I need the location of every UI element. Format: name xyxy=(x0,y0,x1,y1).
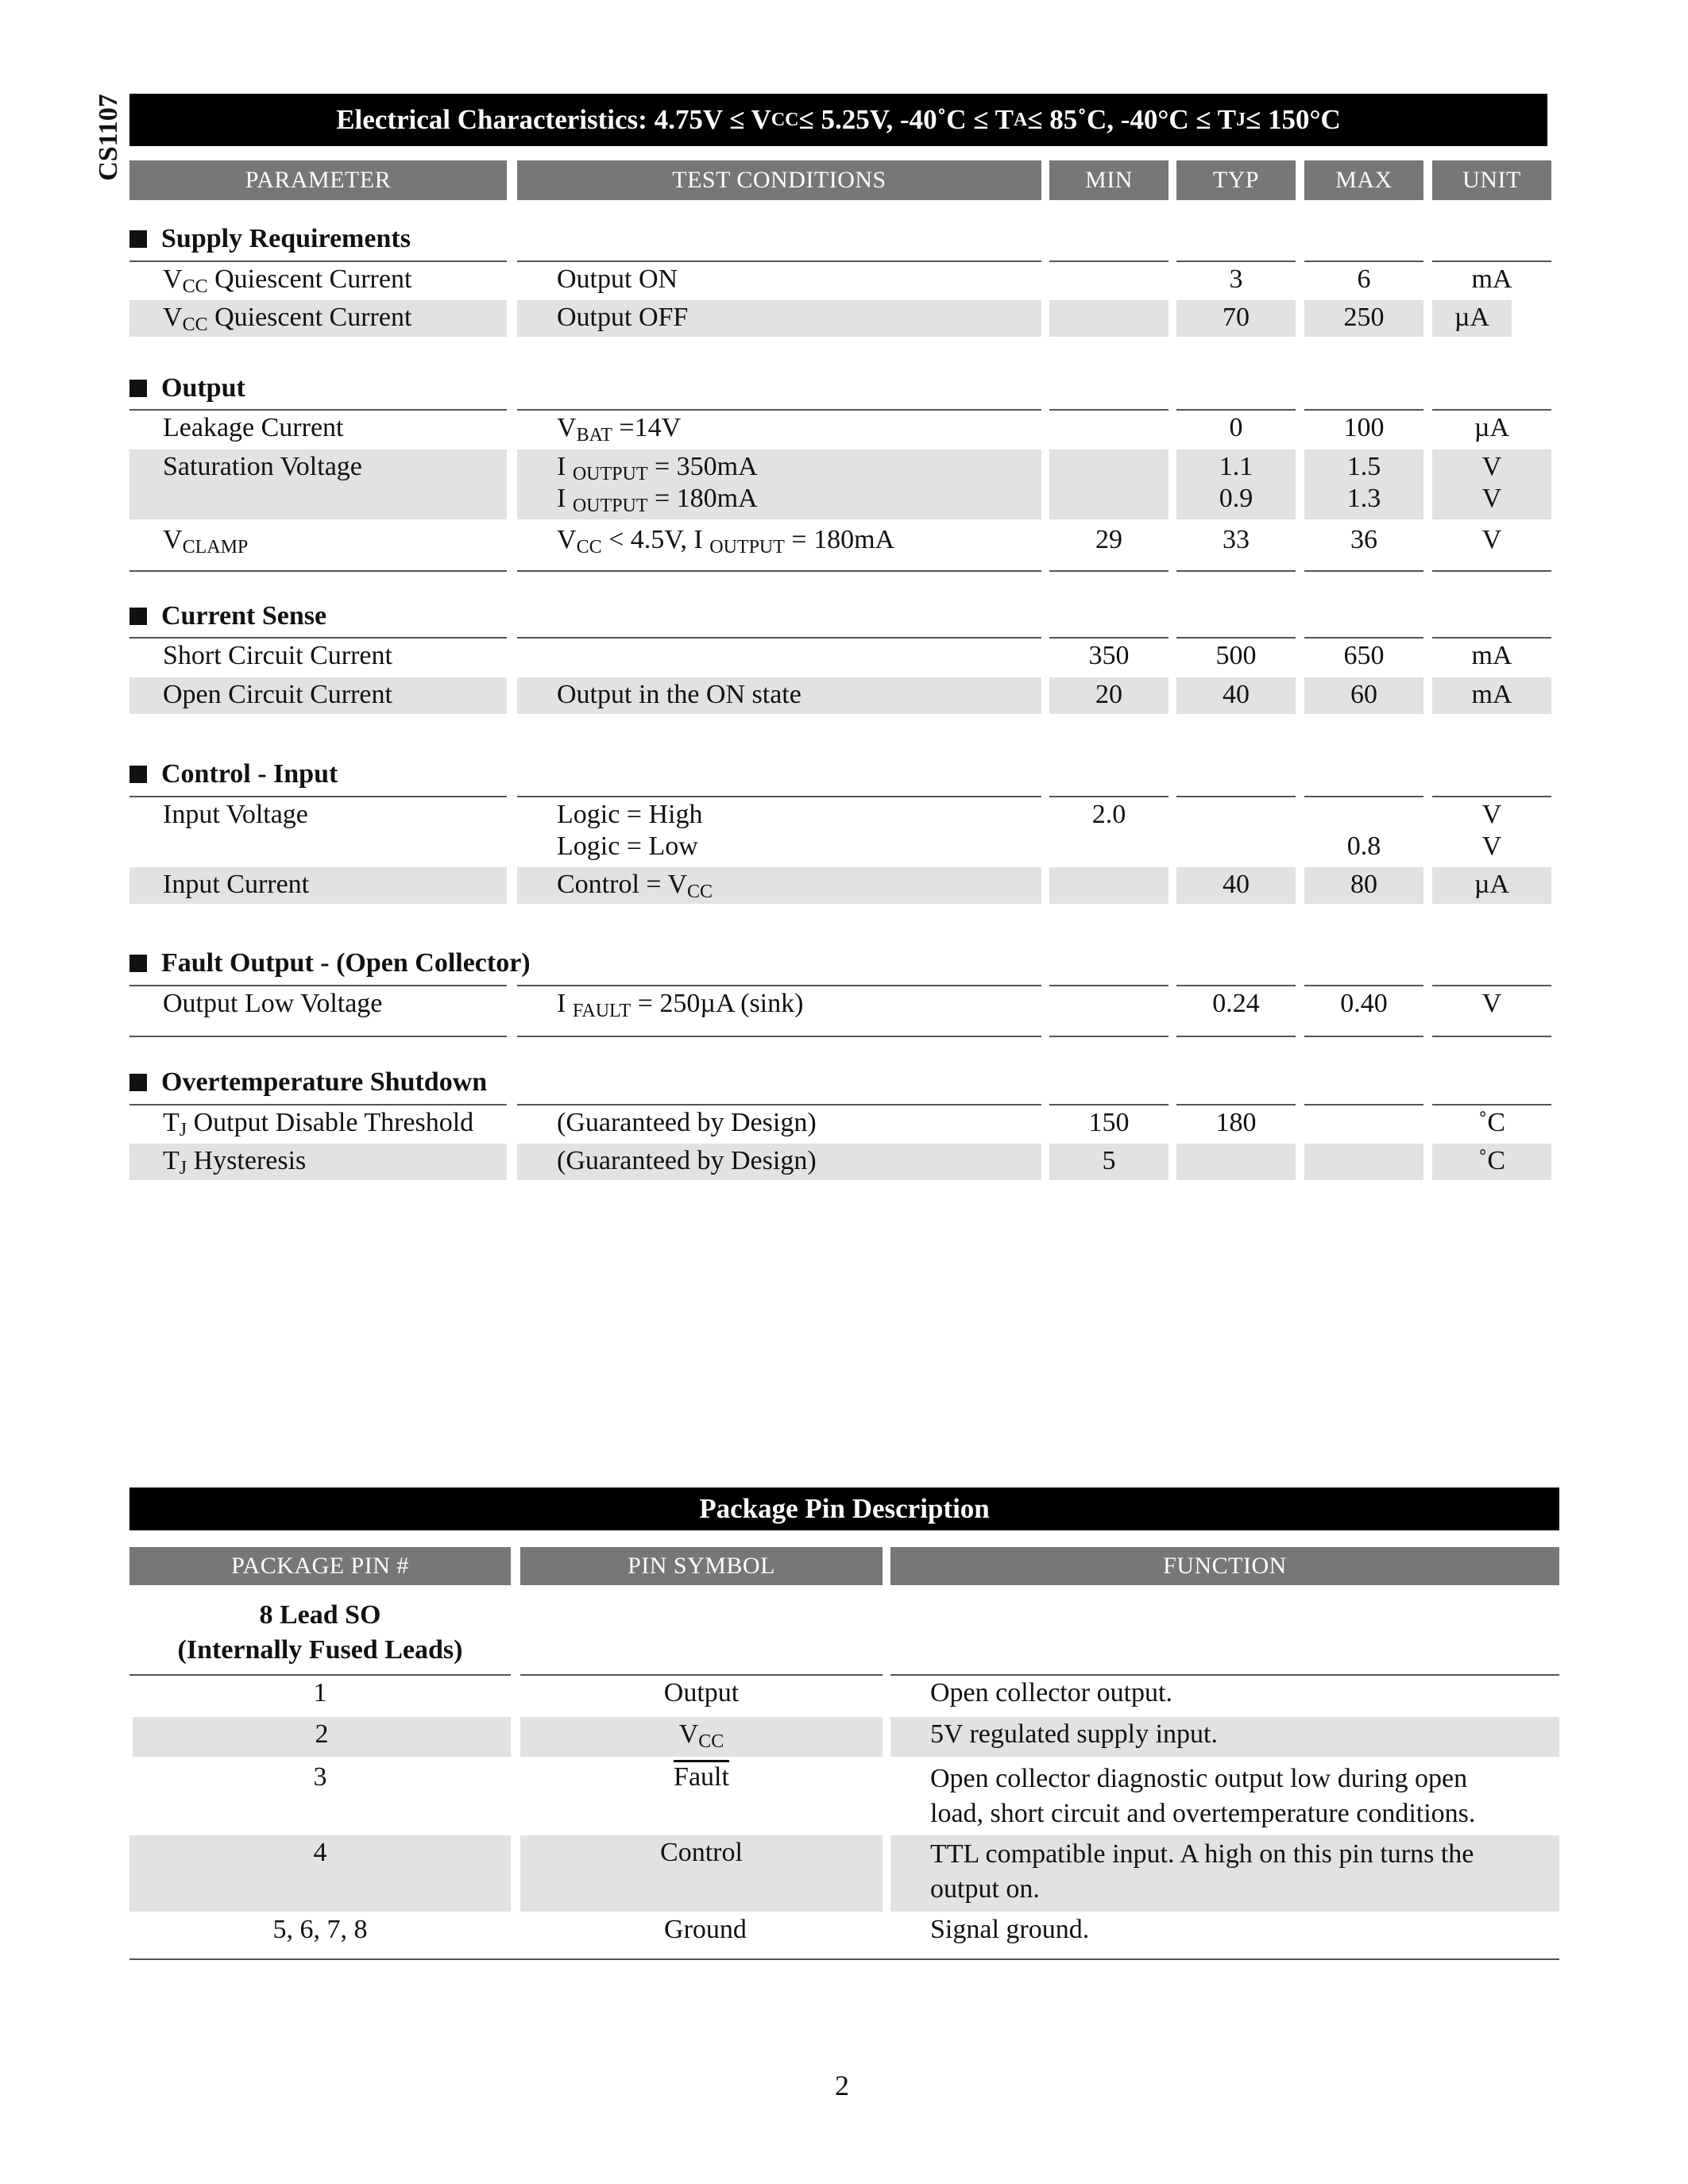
pin-symbol-cell: Ground xyxy=(511,1912,890,1960)
cond-sub: BAT xyxy=(576,425,612,446)
max-cell: 80 xyxy=(1304,867,1423,904)
cond-line: Logic = Low xyxy=(557,832,698,861)
pkg-subheader-8-lead-so xyxy=(129,1598,511,1668)
cond-sub: CC xyxy=(687,882,713,902)
cond-text: I xyxy=(557,452,573,481)
typ-cell: 500 xyxy=(1176,637,1296,673)
part-number-side-label: CS1107 xyxy=(94,94,123,181)
table-row xyxy=(129,1674,1559,1714)
cond-text: Control = V xyxy=(557,870,688,899)
param-text: V xyxy=(163,264,183,294)
cond-text: = 250µA (sink) xyxy=(631,989,804,1018)
pin-function-cell xyxy=(890,1760,1559,1833)
max-value: 1.3 xyxy=(1346,484,1381,513)
pin-symbol-cell: Control xyxy=(520,1835,883,1912)
min-cell: 20 xyxy=(1049,677,1168,714)
param-cell: Output Low Voltage xyxy=(129,985,507,1037)
pin-function-cell: 5V regulated supply input. xyxy=(890,1717,1559,1757)
cond-text: = 180mA xyxy=(784,525,895,554)
param-cell: Short Circuit Current xyxy=(129,637,507,673)
param-text: V xyxy=(163,303,183,332)
function-line: load, short circuit and overtemperature conditions. xyxy=(930,1799,1476,1828)
unit-cell: µA xyxy=(1432,300,1512,337)
electrical-characteristics-title: Electrical Characteristics: 4.75V ≤ V CC ≤ 5.25V, -40˚C ≤ T A ≤ 85˚C, -40°C ≤ T J ≤ 150°C xyxy=(129,94,1547,146)
unit-cell: µA xyxy=(1432,867,1551,904)
cond-text: I xyxy=(557,989,573,1018)
param-text: T xyxy=(163,1146,180,1175)
param-text: Quiescent Current xyxy=(207,264,412,294)
min-value: 2.0 xyxy=(1091,800,1126,829)
condition-cell: Output in the ON state xyxy=(517,677,1041,714)
cond-sub: OUTPUT xyxy=(709,537,785,558)
max-value: 1.5 xyxy=(1346,452,1381,481)
param-text: Quiescent Current xyxy=(207,303,412,332)
cond-text: V xyxy=(557,525,577,554)
max-cell: 650 xyxy=(1304,637,1423,673)
cond-text: = 350mA xyxy=(647,452,758,481)
typ-cell: 70 xyxy=(1176,300,1296,337)
section-title-text: Fault Output - (Open Collector) xyxy=(161,948,531,978)
unit-cell: V xyxy=(1432,985,1551,1037)
section-title-text: Overtemperature Shutdown xyxy=(161,1067,488,1097)
unit-value: V xyxy=(1481,832,1502,861)
param-sub: J xyxy=(179,1120,187,1140)
symbol-sub: CC xyxy=(698,1731,724,1752)
unit-cell: µA xyxy=(1432,409,1551,446)
table-row xyxy=(129,1717,1559,1757)
param-sub: CC xyxy=(182,276,208,297)
cond-sub: FAULT xyxy=(572,1001,632,1021)
pin-number-cell: 5, 6, 7, 8 xyxy=(129,1912,511,1960)
param-sub: J xyxy=(179,1158,187,1179)
param-text: Hysteresis xyxy=(187,1146,307,1175)
cond-line: Logic = High xyxy=(557,800,703,829)
unit-cell: mA xyxy=(1432,677,1551,714)
header-test-conditions: TEST CONDITIONS xyxy=(517,160,1041,200)
unit-cell: mA xyxy=(1432,637,1551,673)
header-parameter: PARAMETER xyxy=(129,160,507,200)
condition-cell: (Guaranteed by Design) xyxy=(517,1144,1041,1180)
cond-text: I xyxy=(557,484,573,513)
cond-sub: OUTPUT xyxy=(572,496,648,516)
param-sub: CLAMP xyxy=(182,537,249,558)
function-line: Open collector diagnostic output low during open xyxy=(930,1764,1468,1793)
min-cell: 5 xyxy=(1049,1144,1168,1180)
pin-symbol-cell xyxy=(520,1717,883,1757)
pin-number-cell: 4 xyxy=(129,1835,511,1912)
param-cell: Input Voltage xyxy=(129,796,507,864)
table-row xyxy=(129,1912,1559,1960)
typ-cell: 40 xyxy=(1176,867,1296,904)
subheader-line: 8 Lead SO xyxy=(259,1600,381,1630)
header-typ: TYP xyxy=(1176,160,1296,200)
section-title-text: Output xyxy=(161,373,245,403)
package-pin-table xyxy=(129,0,1559,1985)
typ-cell: 0.24 xyxy=(1176,985,1296,1037)
param-sub: CC xyxy=(182,314,208,335)
max-cell: 250 xyxy=(1304,300,1423,337)
min-cell: 29 xyxy=(1049,523,1168,572)
unit-cell: V xyxy=(1432,523,1551,572)
unit-value: V xyxy=(1481,484,1502,513)
typ-cell: 33 xyxy=(1176,523,1296,572)
table-row xyxy=(129,1760,1559,1833)
header-unit: UNIT xyxy=(1432,160,1551,200)
max-cell: 100 xyxy=(1304,409,1423,446)
cond-sub: CC xyxy=(576,537,602,558)
function-line: output on. xyxy=(930,1874,1040,1904)
unit-cell: ˚C xyxy=(1432,1144,1551,1180)
param-text: V xyxy=(163,525,183,554)
typ-cell: 40 xyxy=(1176,677,1296,714)
pin-symbol-cell: Output xyxy=(520,1674,883,1714)
max-cell: 60 xyxy=(1304,677,1423,714)
cond-text: = 180mA xyxy=(647,484,758,513)
typ-cell: 180 xyxy=(1176,1104,1296,1140)
pin-number-cell: 2 xyxy=(133,1717,511,1757)
pin-function-cell: Signal ground. xyxy=(890,1912,1559,1960)
unit-value: V xyxy=(1481,800,1502,829)
min-cell: 150 xyxy=(1049,1104,1168,1140)
param-text: Output Disable Threshold xyxy=(187,1108,474,1137)
pin-function-cell xyxy=(890,1835,1559,1912)
cond-text: < 4.5V, I xyxy=(601,525,710,554)
condition-cell: (Guaranteed by Design) xyxy=(517,1104,1041,1140)
section-title-text: Supply Requirements xyxy=(161,224,411,253)
min-cell: 350 xyxy=(1049,637,1168,673)
function-line: TTL compatible input. A high on this pin turns the xyxy=(930,1839,1474,1869)
typ-cell: 3 xyxy=(1176,260,1296,297)
table-row xyxy=(129,1835,1559,1912)
pin-symbol-cell xyxy=(520,1760,883,1833)
typ-cell: 0 xyxy=(1176,409,1296,446)
pin-function-cell: Open collector output. xyxy=(890,1674,1559,1714)
unit-value: V xyxy=(1481,452,1502,481)
section-title-text: Control - Input xyxy=(161,759,338,789)
cond-sub: OUTPUT xyxy=(572,464,648,484)
ec-title-part: Electrical Characteristics: 4.75V ≤ V xyxy=(336,104,771,135)
header-max: MAX xyxy=(1304,160,1423,200)
param-cell: Input Current xyxy=(129,867,507,904)
pin-number-cell: 1 xyxy=(129,1674,511,1714)
ec-title-part: ≤ 5.25V, -40˚C ≤ T xyxy=(798,104,1014,135)
condition-cell: Output ON xyxy=(517,260,1041,297)
unit-cell: mA xyxy=(1432,260,1551,297)
header-function: FUNCTION xyxy=(890,1547,1559,1585)
max-cell: 36 xyxy=(1304,523,1423,572)
cond-text: V xyxy=(557,413,577,442)
header-min: MIN xyxy=(1049,160,1168,200)
max-cell: 0.40 xyxy=(1304,985,1423,1037)
param-cell: Open Circuit Current xyxy=(129,677,507,714)
page-number: 2 xyxy=(835,2070,849,2101)
header-package-pin: PACKAGE PIN # xyxy=(129,1547,511,1585)
max-value: 0.8 xyxy=(1346,832,1381,861)
symbol-text: V xyxy=(678,1719,699,1749)
param-cell: Leakage Current xyxy=(129,409,507,446)
subheader-line: (Internally Fused Leads) xyxy=(177,1635,463,1665)
condition-cell: Output OFF xyxy=(517,300,1041,337)
cond-text: =14V xyxy=(612,413,682,442)
param-cell: Saturation Voltage xyxy=(129,450,507,519)
header-pin-symbol: PIN SYMBOL xyxy=(520,1547,883,1585)
ec-title-part: ≤ 85˚C, -40°C ≤ T xyxy=(1027,104,1237,135)
unit-cell: ˚C xyxy=(1432,1104,1551,1140)
section-title-text: Current Sense xyxy=(161,601,327,631)
pin-number-cell: 3 xyxy=(313,1762,327,1792)
max-cell: 6 xyxy=(1304,260,1423,297)
fault-symbol-overline: Fault xyxy=(674,1762,729,1792)
typ-value: 1.1 xyxy=(1219,452,1253,481)
param-text: T xyxy=(163,1108,180,1137)
ec-title-part: ≤ 150°C xyxy=(1246,104,1341,135)
typ-value: 0.9 xyxy=(1219,484,1253,513)
package-pin-description-title: Package Pin Description xyxy=(129,1488,1559,1530)
